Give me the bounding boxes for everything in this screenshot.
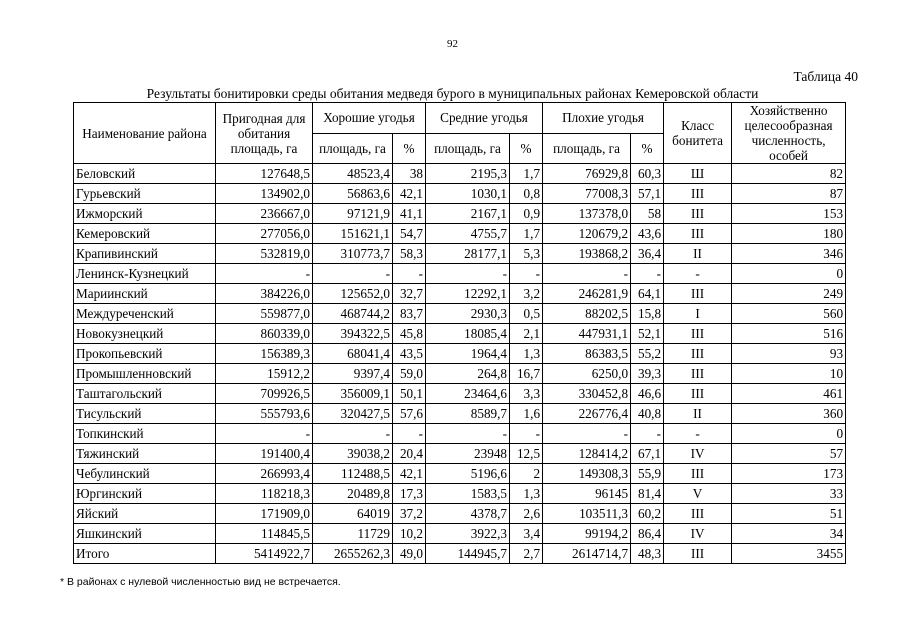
cell-district-name: Чебулинский bbox=[74, 464, 216, 484]
cell-suitable-area: 127648,5 bbox=[216, 164, 313, 184]
table-row bbox=[74, 424, 846, 444]
cell-medium-pct: 5,3 bbox=[510, 244, 543, 264]
cell-poor-pct: 55,9 bbox=[631, 464, 664, 484]
cell-medium-area: - bbox=[426, 264, 510, 284]
cell-medium-pct: 3,3 bbox=[510, 384, 543, 404]
cell-suitable-area: 191400,4 bbox=[216, 444, 313, 464]
cell-good-pct: 10,2 bbox=[393, 524, 426, 544]
cell-poor-area: 96145 bbox=[543, 484, 631, 504]
cell-suitable-area: 384226,0 bbox=[216, 284, 313, 304]
cell-medium-pct: 1,3 bbox=[510, 344, 543, 364]
table-row bbox=[74, 204, 846, 224]
cell-district-name: Новокузнецкий bbox=[74, 324, 216, 344]
cell-good-pct: 32,7 bbox=[393, 284, 426, 304]
cell-medium-area: 3922,3 bbox=[426, 524, 510, 544]
cell-good-area: 20489,8 bbox=[313, 484, 393, 504]
cell-poor-pct: 81,4 bbox=[631, 484, 664, 504]
cell-poor-pct: - bbox=[631, 424, 664, 444]
table-row bbox=[74, 544, 846, 564]
cell-poor-pct: 15,8 bbox=[631, 304, 664, 324]
cell-medium-pct: 0,9 bbox=[510, 204, 543, 224]
cell-poor-area: 76929,8 bbox=[543, 164, 631, 184]
cell-district-name: Ленинск-Кузнецкий bbox=[74, 264, 216, 284]
cell-good-pct: 58,3 bbox=[393, 244, 426, 264]
header-good-lands: Хорошие угодья bbox=[313, 103, 426, 134]
header-population: Хозяйственно целесообразная численность, особей bbox=[732, 103, 846, 164]
cell-good-pct: 83,7 bbox=[393, 304, 426, 324]
cell-suitable-area: 5414922,7 bbox=[216, 544, 313, 564]
cell-poor-area: 6250,0 bbox=[543, 364, 631, 384]
cell-district-name: Беловский bbox=[74, 164, 216, 184]
cell-poor-area: 330452,8 bbox=[543, 384, 631, 404]
footnote: * В районах с нулевой численностью вид не встречается. bbox=[60, 576, 341, 588]
cell-district-name: Крапивинский bbox=[74, 244, 216, 264]
cell-quality-class: - bbox=[664, 424, 732, 444]
cell-good-area: 39038,2 bbox=[313, 444, 393, 464]
cell-poor-area: 137378,0 bbox=[543, 204, 631, 224]
cell-medium-area: - bbox=[426, 424, 510, 444]
cell-quality-class: III bbox=[664, 504, 732, 524]
cell-good-area: 2655262,3 bbox=[313, 544, 393, 564]
cell-suitable-area: 555793,6 bbox=[216, 404, 313, 424]
cell-good-pct: - bbox=[393, 424, 426, 444]
cell-quality-class: Ш bbox=[664, 164, 732, 184]
table-row bbox=[74, 364, 846, 384]
table-row bbox=[74, 244, 846, 264]
cell-district-name: Промышленновский bbox=[74, 364, 216, 384]
cell-medium-area: 2930,3 bbox=[426, 304, 510, 324]
cell-medium-area: 1964,4 bbox=[426, 344, 510, 364]
cell-medium-pct: 12,5 bbox=[510, 444, 543, 464]
table-row bbox=[74, 304, 846, 324]
cell-district-name: Итого bbox=[74, 544, 216, 564]
cell-poor-area: 128414,2 bbox=[543, 444, 631, 464]
cell-poor-area: 99194,2 bbox=[543, 524, 631, 544]
cell-population: 516 bbox=[732, 324, 846, 344]
cell-good-area: 468744,2 bbox=[313, 304, 393, 324]
cell-good-pct: 49,0 bbox=[393, 544, 426, 564]
table-body bbox=[74, 164, 846, 564]
cell-medium-area: 4378,7 bbox=[426, 504, 510, 524]
cell-good-pct: 54,7 bbox=[393, 224, 426, 244]
cell-population: 3455 bbox=[732, 544, 846, 564]
cell-quality-class: - bbox=[664, 264, 732, 284]
cell-district-name: Гурьевский bbox=[74, 184, 216, 204]
cell-good-area: 125652,0 bbox=[313, 284, 393, 304]
cell-poor-pct: 58 bbox=[631, 204, 664, 224]
cell-good-pct: 45,8 bbox=[393, 324, 426, 344]
cell-medium-area: 264,8 bbox=[426, 364, 510, 384]
cell-suitable-area: 118218,3 bbox=[216, 484, 313, 504]
page-number: 92 bbox=[447, 38, 458, 50]
cell-medium-area: 23464,6 bbox=[426, 384, 510, 404]
cell-quality-class: I bbox=[664, 304, 732, 324]
cell-district-name: Тяжинский bbox=[74, 444, 216, 464]
cell-good-area: 9397,4 bbox=[313, 364, 393, 384]
cell-poor-pct: 55,2 bbox=[631, 344, 664, 364]
cell-medium-pct: 1,6 bbox=[510, 404, 543, 424]
cell-good-area: 64019 bbox=[313, 504, 393, 524]
table-row bbox=[74, 324, 846, 344]
cell-medium-pct: 16,7 bbox=[510, 364, 543, 384]
cell-medium-pct: 0,5 bbox=[510, 304, 543, 324]
cell-population: 87 bbox=[732, 184, 846, 204]
cell-poor-pct: 57,1 bbox=[631, 184, 664, 204]
cell-quality-class: III bbox=[664, 284, 732, 304]
cell-poor-pct: 43,6 bbox=[631, 224, 664, 244]
cell-medium-pct: 2,6 bbox=[510, 504, 543, 524]
cell-district-name: Яйский bbox=[74, 504, 216, 524]
cell-medium-pct: 0,8 bbox=[510, 184, 543, 204]
table-row bbox=[74, 484, 846, 504]
cell-suitable-area: 236667,0 bbox=[216, 204, 313, 224]
cell-population: 0 bbox=[732, 424, 846, 444]
cell-good-area: 112488,5 bbox=[313, 464, 393, 484]
cell-population: 93 bbox=[732, 344, 846, 364]
cell-poor-pct: 52,1 bbox=[631, 324, 664, 344]
header-good-area: площадь, га bbox=[313, 133, 393, 164]
cell-medium-pct: 2,1 bbox=[510, 324, 543, 344]
cell-good-area: - bbox=[313, 424, 393, 444]
cell-suitable-area: 156389,3 bbox=[216, 344, 313, 364]
cell-suitable-area: 532819,0 bbox=[216, 244, 313, 264]
cell-population: 33 bbox=[732, 484, 846, 504]
cell-suitable-area: 134902,0 bbox=[216, 184, 313, 204]
cell-medium-pct: 1,7 bbox=[510, 164, 543, 184]
cell-quality-class: III bbox=[664, 464, 732, 484]
cell-poor-pct: 60,3 bbox=[631, 164, 664, 184]
cell-medium-pct: - bbox=[510, 424, 543, 444]
cell-good-area: 48523,4 bbox=[313, 164, 393, 184]
cell-population: 360 bbox=[732, 404, 846, 424]
header-medium-pct: % bbox=[510, 133, 543, 164]
cell-population: 461 bbox=[732, 384, 846, 404]
table-row bbox=[74, 524, 846, 544]
cell-quality-class: III bbox=[664, 364, 732, 384]
cell-district-name: Кемеровский bbox=[74, 224, 216, 244]
cell-medium-area: 2167,1 bbox=[426, 204, 510, 224]
table-row bbox=[74, 264, 846, 284]
cell-district-name: Прокопьевский bbox=[74, 344, 216, 364]
cell-medium-area: 8589,7 bbox=[426, 404, 510, 424]
header-district: Наименование района bbox=[74, 103, 216, 164]
cell-district-name: Мариинский bbox=[74, 284, 216, 304]
cell-district-name: Ижморский bbox=[74, 204, 216, 224]
cell-population: 560 bbox=[732, 304, 846, 324]
cell-medium-area: 12292,1 bbox=[426, 284, 510, 304]
cell-poor-area: 226776,4 bbox=[543, 404, 631, 424]
cell-population: 180 bbox=[732, 224, 846, 244]
cell-poor-pct: - bbox=[631, 264, 664, 284]
cell-poor-pct: 40,8 bbox=[631, 404, 664, 424]
cell-poor-area: - bbox=[543, 264, 631, 284]
cell-population: 153 bbox=[732, 204, 846, 224]
header-poor-area: площадь, га bbox=[543, 133, 631, 164]
cell-poor-pct: 67,1 bbox=[631, 444, 664, 464]
cell-medium-pct: 1,7 bbox=[510, 224, 543, 244]
cell-medium-area: 2195,3 bbox=[426, 164, 510, 184]
header-poor-pct: % bbox=[631, 133, 664, 164]
header-suitable-area: Пригодная для обитания площадь, га bbox=[216, 103, 313, 164]
cell-medium-pct: 1,3 bbox=[510, 484, 543, 504]
cell-good-area: 320427,5 bbox=[313, 404, 393, 424]
table-title: Результаты бонитировки среды обитания медведя бурого в муниципальных районах Кемеровской области bbox=[146, 86, 759, 101]
cell-good-area: 68041,4 bbox=[313, 344, 393, 364]
cell-good-pct: 59,0 bbox=[393, 364, 426, 384]
cell-population: 346 bbox=[732, 244, 846, 264]
cell-suitable-area: 171909,0 bbox=[216, 504, 313, 524]
cell-good-area: 56863,6 bbox=[313, 184, 393, 204]
header-medium-lands: Средние угодья bbox=[426, 103, 543, 134]
cell-quality-class: III bbox=[664, 544, 732, 564]
cell-poor-pct: 60,2 bbox=[631, 504, 664, 524]
cell-medium-pct: 3,4 bbox=[510, 524, 543, 544]
cell-medium-pct: 2,7 bbox=[510, 544, 543, 564]
cell-good-area: 11729 bbox=[313, 524, 393, 544]
cell-good-pct: 42,1 bbox=[393, 464, 426, 484]
cell-district-name: Юргинский bbox=[74, 484, 216, 504]
cell-quality-class: III bbox=[664, 224, 732, 244]
cell-poor-area: 193868,2 bbox=[543, 244, 631, 264]
table-row bbox=[74, 384, 846, 404]
cell-good-pct: 50,1 bbox=[393, 384, 426, 404]
cell-poor-area: 246281,9 bbox=[543, 284, 631, 304]
cell-population: 34 bbox=[732, 524, 846, 544]
cell-poor-area: 120679,2 bbox=[543, 224, 631, 244]
cell-medium-pct: - bbox=[510, 264, 543, 284]
cell-quality-class: III bbox=[664, 384, 732, 404]
cell-quality-class: IV bbox=[664, 444, 732, 464]
cell-suitable-area: - bbox=[216, 264, 313, 284]
table-row bbox=[74, 444, 846, 464]
cell-good-pct: 43,5 bbox=[393, 344, 426, 364]
cell-good-area: 310773,7 bbox=[313, 244, 393, 264]
cell-population: 0 bbox=[732, 264, 846, 284]
cell-population: 173 bbox=[732, 464, 846, 484]
cell-good-pct: 41,1 bbox=[393, 204, 426, 224]
table-label: Таблица 40 bbox=[793, 69, 858, 84]
cell-district-name: Тисульский bbox=[74, 404, 216, 424]
cell-good-pct: 17,3 bbox=[393, 484, 426, 504]
cell-good-pct: - bbox=[393, 264, 426, 284]
habitat-table bbox=[73, 102, 846, 564]
cell-good-pct: 42,1 bbox=[393, 184, 426, 204]
cell-quality-class: II bbox=[664, 404, 732, 424]
cell-suitable-area: 559877,0 bbox=[216, 304, 313, 324]
table-row bbox=[74, 504, 846, 524]
cell-population: 57 bbox=[732, 444, 846, 464]
cell-quality-class: III bbox=[664, 344, 732, 364]
cell-district-name: Таштагольский bbox=[74, 384, 216, 404]
cell-population: 10 bbox=[732, 364, 846, 384]
cell-quality-class: III bbox=[664, 324, 732, 344]
cell-suitable-area: 15912,2 bbox=[216, 364, 313, 384]
cell-medium-pct: 3,2 bbox=[510, 284, 543, 304]
cell-poor-pct: 48,3 bbox=[631, 544, 664, 564]
cell-suitable-area: 860339,0 bbox=[216, 324, 313, 344]
cell-population: 82 bbox=[732, 164, 846, 184]
cell-suitable-area: - bbox=[216, 424, 313, 444]
cell-poor-pct: 64,1 bbox=[631, 284, 664, 304]
cell-medium-area: 144945,7 bbox=[426, 544, 510, 564]
cell-poor-pct: 86,4 bbox=[631, 524, 664, 544]
cell-good-pct: 57,6 bbox=[393, 404, 426, 424]
cell-medium-area: 4755,7 bbox=[426, 224, 510, 244]
cell-good-area: - bbox=[313, 264, 393, 284]
cell-good-area: 394322,5 bbox=[313, 324, 393, 344]
cell-quality-class: IV bbox=[664, 524, 732, 544]
cell-district-name: Междуреченский bbox=[74, 304, 216, 324]
header-quality-class: Класс бонитета bbox=[664, 103, 732, 164]
cell-good-pct: 37,2 bbox=[393, 504, 426, 524]
table-row bbox=[74, 184, 846, 204]
cell-poor-pct: 46,6 bbox=[631, 384, 664, 404]
header-medium-area: площадь, га bbox=[426, 133, 510, 164]
cell-population: 51 bbox=[732, 504, 846, 524]
cell-quality-class: V bbox=[664, 484, 732, 504]
table-row bbox=[74, 344, 846, 364]
cell-good-pct: 20,4 bbox=[393, 444, 426, 464]
cell-medium-area: 5196,6 bbox=[426, 464, 510, 484]
cell-poor-area: 77008,3 bbox=[543, 184, 631, 204]
cell-poor-pct: 36,4 bbox=[631, 244, 664, 264]
cell-medium-area: 1583,5 bbox=[426, 484, 510, 504]
cell-poor-pct: 39,3 bbox=[631, 364, 664, 384]
table-row bbox=[74, 284, 846, 304]
cell-good-area: 97121,9 bbox=[313, 204, 393, 224]
cell-good-area: 356009,1 bbox=[313, 384, 393, 404]
table-row bbox=[74, 164, 846, 184]
cell-poor-area: 86383,5 bbox=[543, 344, 631, 364]
cell-good-pct: 38 bbox=[393, 164, 426, 184]
cell-suitable-area: 277056,0 bbox=[216, 224, 313, 244]
cell-medium-area: 1030,1 bbox=[426, 184, 510, 204]
cell-district-name: Яшкинский bbox=[74, 524, 216, 544]
cell-medium-area: 23948 bbox=[426, 444, 510, 464]
cell-poor-area: 2614714,7 bbox=[543, 544, 631, 564]
table-row bbox=[74, 404, 846, 424]
cell-suitable-area: 266993,4 bbox=[216, 464, 313, 484]
cell-quality-class: II bbox=[664, 244, 732, 264]
cell-medium-pct: 2 bbox=[510, 464, 543, 484]
cell-quality-class: III bbox=[664, 184, 732, 204]
cell-poor-area: 447931,1 bbox=[543, 324, 631, 344]
cell-medium-area: 28177,1 bbox=[426, 244, 510, 264]
header-poor-lands: Плохие угодья bbox=[543, 103, 664, 134]
cell-quality-class: III bbox=[664, 204, 732, 224]
cell-good-area: 151621,1 bbox=[313, 224, 393, 244]
cell-district-name: Топкинский bbox=[74, 424, 216, 444]
cell-medium-area: 18085,4 bbox=[426, 324, 510, 344]
table-row bbox=[74, 224, 846, 244]
cell-suitable-area: 114845,5 bbox=[216, 524, 313, 544]
cell-poor-area: 149308,3 bbox=[543, 464, 631, 484]
table-row bbox=[74, 464, 846, 484]
cell-poor-area: 103511,3 bbox=[543, 504, 631, 524]
cell-poor-area: - bbox=[543, 424, 631, 444]
cell-suitable-area: 709926,5 bbox=[216, 384, 313, 404]
cell-population: 249 bbox=[732, 284, 846, 304]
header-good-pct: % bbox=[393, 133, 426, 164]
cell-poor-area: 88202,5 bbox=[543, 304, 631, 324]
